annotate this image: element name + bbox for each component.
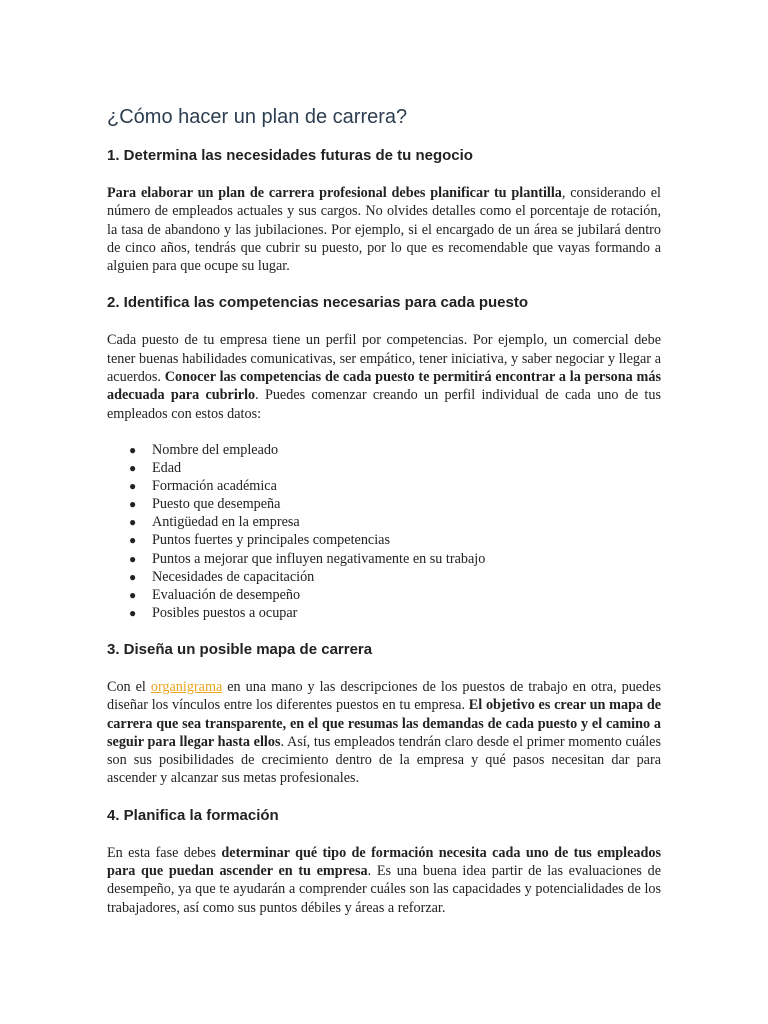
- page-title: ¿Cómo hacer un plan de carrera?: [107, 106, 408, 128]
- section-4-text-start: En esta fase debes: [107, 844, 222, 861]
- bullet-icon: ●: [129, 461, 137, 476]
- list-item-text: Puesto que desempeña: [152, 496, 281, 513]
- list-item-text: Necesidades de capacitación: [152, 568, 315, 585]
- list-item: [107, 531, 661, 549]
- list-item: [107, 513, 661, 531]
- section-2-text-end: . Puedes comenzar creando un perfil individual de cada uno de tus empleados con estos datos:: [107, 387, 661, 422]
- list-item: [107, 459, 661, 477]
- list-item: [107, 550, 661, 568]
- list-item-text: Antigüedad en la empresa: [152, 514, 300, 531]
- section-4-bold-text: determinar qué tipo de formación necesita cada uno de tus empleados para que puedan ascender en tu empresa: [107, 844, 661, 879]
- section-3-text-start: Con el: [107, 678, 151, 695]
- section-3-text-end: . Así, tus empleados tendrán claro desde el primer momento cuáles son sus posibilidades de crecimiento dentro de la empresa y qué pasos necesitan dar para ascender y alcanzar sus metas profesionales.: [107, 733, 661, 787]
- list-item-text: Edad: [152, 460, 182, 477]
- list-item: [107, 586, 661, 604]
- bullet-icon: ●: [129, 587, 137, 602]
- section-heading-1: 1. Determina las necesidades futuras de tu negocio: [107, 147, 473, 164]
- list-item-text: Posibles puestos a ocupar: [152, 604, 298, 621]
- section-2-paragraph: [107, 331, 661, 422]
- section-4-text-end: . Es una buena idea partir de las evaluaciones de desempeño, ya que te ayudarán a comprender cuáles son las capacidades y potencialidades de los trabajadores, así como sus puntos débiles y áreas a reforzar.: [107, 862, 661, 916]
- list-item: [107, 477, 661, 495]
- organigrama-link[interactable]: organigrama: [150, 678, 223, 695]
- document-page: [107, 104, 661, 935]
- section-3-bold-text: El objetivo es crear un mapa de carrera que sea transparente, en el que resumas las demandas de cada puesto y el camino a seguir para llegar hasta ellos: [107, 697, 662, 750]
- section-1-text: , considerando el número de empleados actuales y sus cargos. No olvides detalles como el porcentaje de rotación, la tasa de abandono y las jubilaciones. Por ejemplo, si el encargado de un área se jubilará dentro de cinco años, tendrás que cubrir su puesto, por lo que es recomendable que vayas formando a alguien para que ocupe su lugar.: [107, 185, 661, 275]
- bullet-icon: ●: [129, 551, 137, 566]
- list-item-text: Puntos fuertes y principales competencias: [152, 532, 390, 549]
- section-3-text-mid: en una mano y las descripciones de los puestos de trabajo en otra, puedes diseñar los vínculos entre los diferentes puestos en tu empresa.: [107, 678, 662, 714]
- list-item-text: Puntos a mejorar que influyen negativamente en su trabajo: [152, 550, 486, 567]
- section-3-paragraph: [107, 678, 661, 788]
- bullet-icon: ●: [129, 497, 137, 512]
- bullet-icon: ●: [129, 479, 137, 494]
- section-heading-2: 2. Identifica las competencias necesarias para cada puesto: [107, 294, 529, 312]
- bullet-icon: ●: [129, 605, 137, 620]
- section-4-paragraph: [107, 844, 661, 917]
- bullet-icon: ●: [129, 569, 137, 584]
- list-item-text: Nombre del empleado: [152, 441, 279, 458]
- list-item: [107, 441, 661, 459]
- section-2-bold-text: Conocer las competencias de cada puesto te permitirá encontrar a la persona más adecuada para cubrirlo: [107, 369, 661, 404]
- section-heading-4: 4. Planifica la formación: [107, 806, 279, 824]
- bullet-icon: ●: [129, 442, 137, 457]
- section-2-text-start: Cada puesto de tu empresa tiene un perfil por competencias. Por ejemplo, un comercial debe tener buenas habilidades comunicativas, ser empático, tener iniciativa, y saber negociar y llegar a acuerdos.: [107, 332, 661, 386]
- list-item-text: Evaluación de desempeño: [152, 586, 301, 603]
- list-item-text: Formación académica: [152, 478, 277, 495]
- section-1-bold-text: Para elaborar un plan de carrera profesional debes planificar tu plantilla: [107, 185, 562, 201]
- bullet-icon: ●: [129, 515, 137, 530]
- list-item: [107, 568, 661, 586]
- employee-profile-list: [107, 441, 661, 622]
- list-item: [107, 604, 661, 622]
- section-heading-3: 3. Diseña un posible mapa de carrera: [107, 640, 373, 658]
- section-1-paragraph: [107, 184, 661, 275]
- bullet-icon: ●: [129, 533, 137, 548]
- list-item: [107, 495, 661, 513]
